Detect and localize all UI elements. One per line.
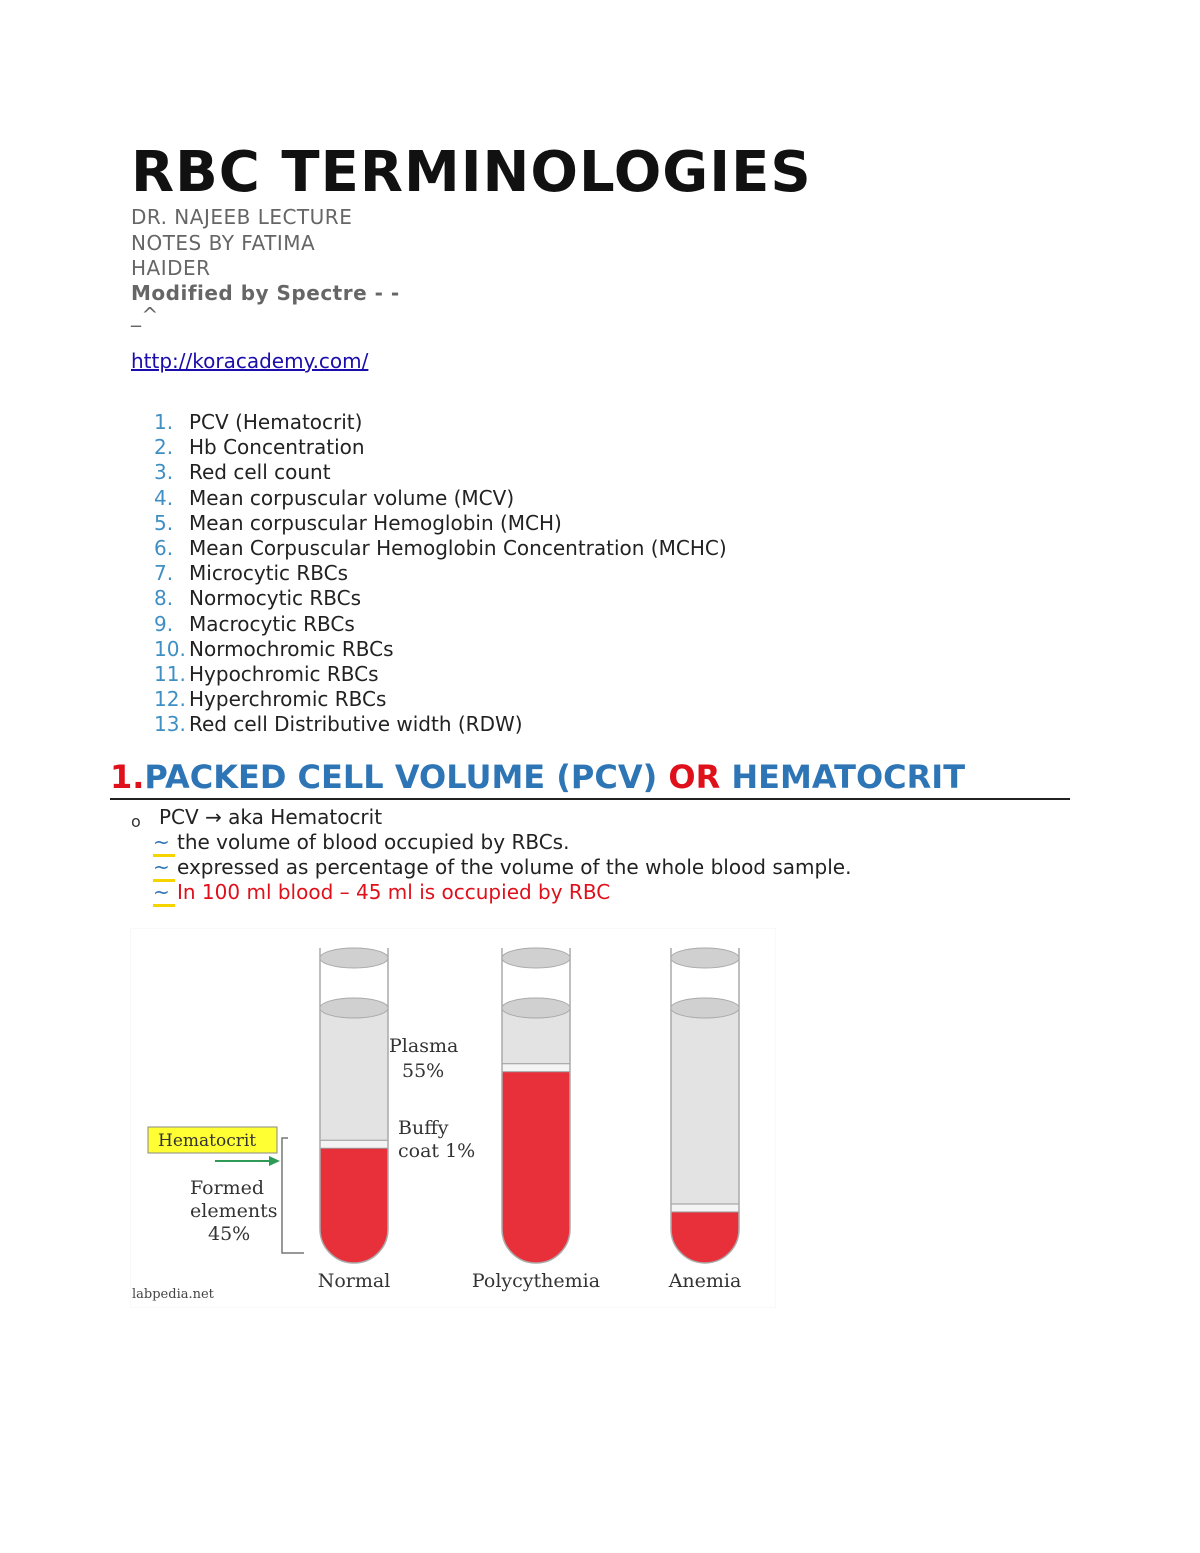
rbc-layer [320, 1148, 388, 1263]
buffy-label: Buffy [398, 1117, 449, 1139]
toc-list [131, 410, 727, 737]
list-item: 1. PCV (Hematocrit) [154, 410, 363, 434]
tilde-icon: ~ [153, 830, 175, 857]
figure-credit: labpedia.net [132, 1287, 214, 1302]
list-item: 12. Hyperchromic RBCs [154, 687, 387, 712]
list-item: 9. Macrocytic RBCs [154, 611, 355, 636]
buffy-coat [671, 1204, 739, 1212]
list-item: 4. Mean corpuscular volume (MCV) [154, 485, 515, 510]
formed-label: Formed [190, 1177, 265, 1199]
hematocrit-label: Hematocrit [158, 1131, 257, 1151]
rbc-layer [502, 1072, 570, 1263]
hematocrit-figure [130, 928, 776, 1308]
list-item: 5. Mean corpuscular Hemoglobin (MCH) [154, 510, 562, 535]
section-title-part1: PACKED CELL VOLUME (PCV) [144, 758, 669, 796]
tube-top-ellipse [502, 948, 570, 968]
liquid-surface-ellipse [502, 998, 570, 1018]
list-item: 6. Mean Corpuscular Hemoglobin Concentration (MCHC) [154, 535, 727, 560]
bullet-icon: o [131, 812, 141, 831]
plasma-label: Plasma [389, 1035, 459, 1057]
pcv-definition: PCV → aka Hematocrit [159, 805, 383, 829]
plasma-layer [671, 1008, 739, 1212]
tilde-icon: ~ [153, 880, 175, 907]
list-item: 7. Microcytic RBCs [154, 561, 349, 586]
formed-percent: 45% [208, 1223, 251, 1245]
list-item: 3. Red cell count [154, 460, 331, 485]
section-heading [110, 758, 965, 796]
section-divider [110, 798, 1070, 800]
buffy-percent: coat 1% [398, 1140, 476, 1162]
tube-top-ellipse [320, 948, 388, 968]
liquid-surface-ellipse [320, 998, 388, 1018]
buffy-coat [502, 1064, 570, 1072]
tube-label: Normal [317, 1270, 391, 1292]
list-item: 13. Red cell Distributive width (RDW) [154, 712, 523, 737]
list-item: 11. Hypochromic RBCs [154, 661, 379, 686]
list-item: ~ expressed as percentage of the volume of the whole blood sample. [153, 855, 851, 882]
modified-line: Modified by Spectre - - [131, 281, 400, 305]
list-item: 8. Normocytic RBCs [154, 586, 362, 611]
tube-label: Polycythemia [471, 1270, 601, 1292]
tube-top-ellipse [671, 948, 739, 968]
section-title-part2: HEMATOCRIT [720, 758, 966, 796]
section-title-or: OR [668, 758, 721, 796]
section-number: 1. [110, 758, 145, 796]
koracademy-link[interactable]: http://koracademy.com/ [131, 349, 369, 373]
page-title: RBC TERMINOLOGIES [131, 140, 812, 205]
emoticon-line: _^ [131, 303, 159, 327]
list-item: 2. Hb Concentration [154, 435, 365, 460]
liquid-surface-ellipse [671, 998, 739, 1018]
tilde-icon: ~ [153, 855, 175, 882]
author-line: HAIDER [131, 256, 211, 280]
list-item: 10. Normochromic RBCs [154, 636, 394, 661]
plasma-layer [320, 1008, 388, 1148]
formed-label-2: elements [190, 1200, 278, 1222]
tube-label: Anemia [668, 1270, 742, 1292]
notes-by-line: NOTES BY FATIMA [131, 231, 316, 255]
plasma-percent: 55% [402, 1060, 445, 1082]
buffy-coat [320, 1140, 388, 1148]
list-item: ~ the volume of blood occupied by RBCs. [153, 830, 569, 857]
lecture-line: DR. NAJEEB LECTURE [131, 205, 353, 229]
list-item: ~ In 100 ml blood – 45 ml is occupied by RBC [153, 880, 610, 907]
